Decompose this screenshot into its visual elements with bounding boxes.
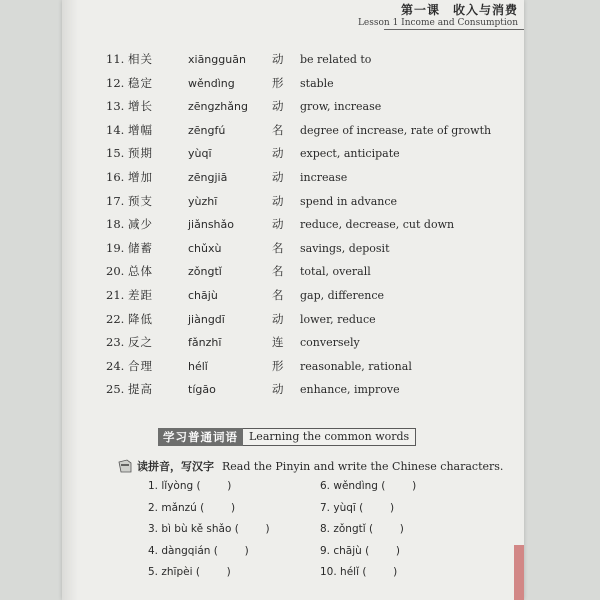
- vocab-hanzi: 增加: [128, 169, 153, 184]
- exercise-item: [148, 502, 235, 514]
- answer-blank: ( ): [192, 566, 231, 578]
- vocab-row: [106, 213, 506, 237]
- vocab-row: [106, 237, 506, 261]
- answer-blank: ( ): [231, 523, 270, 535]
- exercise-item-label: 6. wěndìng: [320, 480, 378, 492]
- vocab-row: [106, 72, 506, 96]
- vocab-meaning: grow, increase: [300, 100, 382, 114]
- answer-blank: ( ): [193, 480, 232, 492]
- page-edge-tab: [514, 545, 524, 600]
- lesson-title-en: Lesson 1 Income and Consumption: [357, 18, 518, 28]
- vocab-row: [106, 260, 506, 284]
- exercise-item-label: 2. mǎnzú: [148, 501, 197, 514]
- vocab-part-of-speech: 动: [272, 193, 284, 208]
- vocab-part-of-speech: 名: [272, 264, 284, 279]
- vocab-row: [106, 355, 506, 379]
- vocab-part-of-speech: 动: [272, 217, 284, 232]
- vocab-meaning: degree of increase, rate of growth: [300, 123, 492, 137]
- exercise-item-label: 7. yùqī: [320, 501, 356, 514]
- lesson-title-cn: 第一课 收入与消费: [400, 3, 518, 17]
- vocab-part-of-speech: 名: [272, 287, 284, 302]
- exercise-heading: [118, 458, 503, 474]
- vocab-hanzi: 预支: [128, 193, 153, 208]
- vocab-pinyin: xiāngguān: [188, 53, 246, 66]
- vocab-hanzi: 增长: [128, 99, 153, 114]
- exercise-item: [148, 566, 231, 578]
- vocab-hanzi: 稳定: [128, 75, 153, 90]
- vocab-number: 17.: [106, 193, 125, 208]
- vocab-pinyin: yùzhī: [188, 194, 218, 208]
- exercise-item-label: 5. zhīpèi: [148, 566, 193, 578]
- vocab-pinyin: yùqī: [188, 147, 212, 161]
- vocab-row: [106, 284, 506, 308]
- exercise-instruction-cn: 读拼音，写汉字: [137, 460, 214, 473]
- vocab-pinyin: jiàngdī: [188, 312, 225, 326]
- vocab-pinyin: chājù: [188, 288, 218, 302]
- running-header: [358, 4, 518, 30]
- vocab-hanzi: 增幅: [128, 122, 153, 137]
- exercise-item: [148, 545, 249, 557]
- vocab-number: 23.: [106, 335, 125, 350]
- exercise-item-label: 3. bì bù kě shǎo: [148, 523, 232, 535]
- header-rule: [384, 29, 524, 30]
- vocab-number: 21.: [106, 287, 125, 302]
- exercise-item: [320, 502, 394, 514]
- answer-blank: ( ): [359, 566, 398, 578]
- vocab-row: [106, 119, 506, 143]
- vocab-row: [106, 190, 506, 214]
- vocab-part-of-speech: 形: [272, 75, 284, 90]
- vocab-hanzi: 合理: [128, 358, 153, 373]
- section-title: [158, 428, 416, 446]
- exercise-item: [320, 566, 397, 578]
- vocab-hanzi: 差距: [128, 287, 153, 302]
- vocab-number: 13.: [106, 99, 125, 114]
- vocab-pinyin: wěndìng: [188, 76, 235, 90]
- answer-blank: ( ): [377, 480, 417, 492]
- vocab-meaning: enhance, improve: [300, 383, 400, 397]
- vocab-pinyin: fǎnzhī: [188, 336, 222, 350]
- vocab-hanzi: 相关: [128, 52, 153, 66]
- textbook-page: [62, 0, 524, 600]
- answer-blank: ( ): [355, 501, 395, 514]
- section-title-en: Learning the common words: [243, 428, 416, 446]
- vocab-meaning: reasonable, rational: [300, 359, 412, 373]
- vocab-row: [106, 48, 506, 72]
- vocab-hanzi: 降低: [128, 311, 153, 326]
- vocab-row: [106, 166, 506, 190]
- vocab-number: 20.: [106, 264, 125, 279]
- vocab-number: 19.: [106, 240, 125, 255]
- vocab-meaning: increase: [300, 170, 348, 184]
- vocab-part-of-speech: 动: [272, 146, 284, 161]
- exercise-item: [320, 523, 404, 535]
- vocab-pinyin: zēngzhǎng: [188, 100, 248, 114]
- vocab-meaning: spend in advance: [300, 194, 398, 208]
- vocab-part-of-speech: 名: [272, 240, 284, 255]
- vocab-hanzi: 提高: [128, 382, 153, 397]
- vocab-meaning: expect, anticipate: [300, 147, 400, 161]
- vocab-hanzi: 反之: [128, 335, 153, 350]
- exercise-item: [320, 480, 416, 492]
- vocab-pinyin: tígāo: [188, 383, 216, 397]
- vocab-row: [106, 378, 506, 402]
- vocab-part-of-speech: 动: [272, 99, 284, 114]
- exercise-instruction-en: Read the Pinyin and write the Chinese characters.: [222, 460, 504, 473]
- exercise-item-label: 10. hélǐ: [320, 566, 359, 578]
- vocab-meaning: savings, deposit: [300, 241, 390, 255]
- exercise-item-label: 4. dàngqián: [148, 544, 211, 557]
- vocab-row: [106, 331, 506, 355]
- vocab-number: 25.: [106, 382, 125, 397]
- exercise-item-label: 8. zǒngtǐ: [320, 523, 366, 535]
- section-title-cn: 学习普通词语: [158, 428, 243, 446]
- answer-blank: ( ): [196, 501, 236, 514]
- vocab-meaning: stable: [300, 76, 334, 90]
- exercise-number-icon: [118, 459, 132, 473]
- vocab-number: 16.: [106, 169, 125, 184]
- vocab-part-of-speech: 动: [272, 382, 284, 397]
- vocab-hanzi: 预期: [128, 146, 153, 161]
- vocab-part-of-speech: 动: [272, 311, 284, 326]
- vocab-number: 22.: [106, 311, 125, 326]
- exercise-item-label: 9. chājù: [320, 544, 362, 557]
- vocab-part-of-speech: 动: [272, 169, 284, 184]
- vocab-number: 12.: [106, 75, 125, 90]
- vocab-part-of-speech: 连: [272, 335, 284, 350]
- answer-blank: ( ): [365, 523, 404, 535]
- exercise-item: [320, 545, 400, 557]
- vocab-number: 18.: [106, 217, 125, 232]
- vocab-part-of-speech: 名: [272, 122, 284, 137]
- vocab-part-of-speech: 动: [272, 52, 284, 66]
- vocab-meaning: conversely: [300, 336, 360, 350]
- vocab-meaning: total, overall: [300, 265, 371, 279]
- vocab-pinyin: zēngfú: [188, 123, 226, 137]
- vocab-hanzi: 减少: [128, 217, 153, 232]
- answer-blank: ( ): [210, 544, 249, 557]
- vocab-row: [106, 95, 506, 119]
- exercise-item: [148, 480, 231, 492]
- vocab-number: 14.: [106, 122, 125, 137]
- exercise-item: [148, 523, 270, 535]
- vocab-pinyin: jiǎnshǎo: [188, 218, 234, 232]
- vocab-hanzi: 储蓄: [128, 240, 153, 255]
- vocab-pinyin: zēngjiā: [188, 170, 228, 184]
- vocab-meaning: reduce, decrease, cut down: [300, 218, 455, 232]
- vocab-row: [106, 142, 506, 166]
- vocab-meaning: lower, reduce: [300, 312, 376, 326]
- vocab-pinyin: hélǐ: [188, 359, 208, 373]
- vocab-part-of-speech: 形: [272, 358, 284, 373]
- exercise-item-label: 1. lǐyòng: [148, 480, 194, 492]
- vocabulary-list: [106, 48, 506, 402]
- vocab-row: [106, 308, 506, 332]
- answer-blank: ( ): [361, 544, 401, 557]
- vocab-pinyin: chǔxù: [188, 241, 222, 255]
- vocab-pinyin: zǒngtǐ: [188, 265, 222, 279]
- vocab-meaning: be related to: [300, 53, 372, 66]
- vocab-hanzi: 总体: [128, 264, 153, 279]
- vocab-number: 15.: [106, 146, 125, 161]
- vocab-meaning: gap, difference: [300, 288, 385, 302]
- vocab-number: 11.: [106, 52, 125, 66]
- vocab-number: 24.: [106, 358, 125, 373]
